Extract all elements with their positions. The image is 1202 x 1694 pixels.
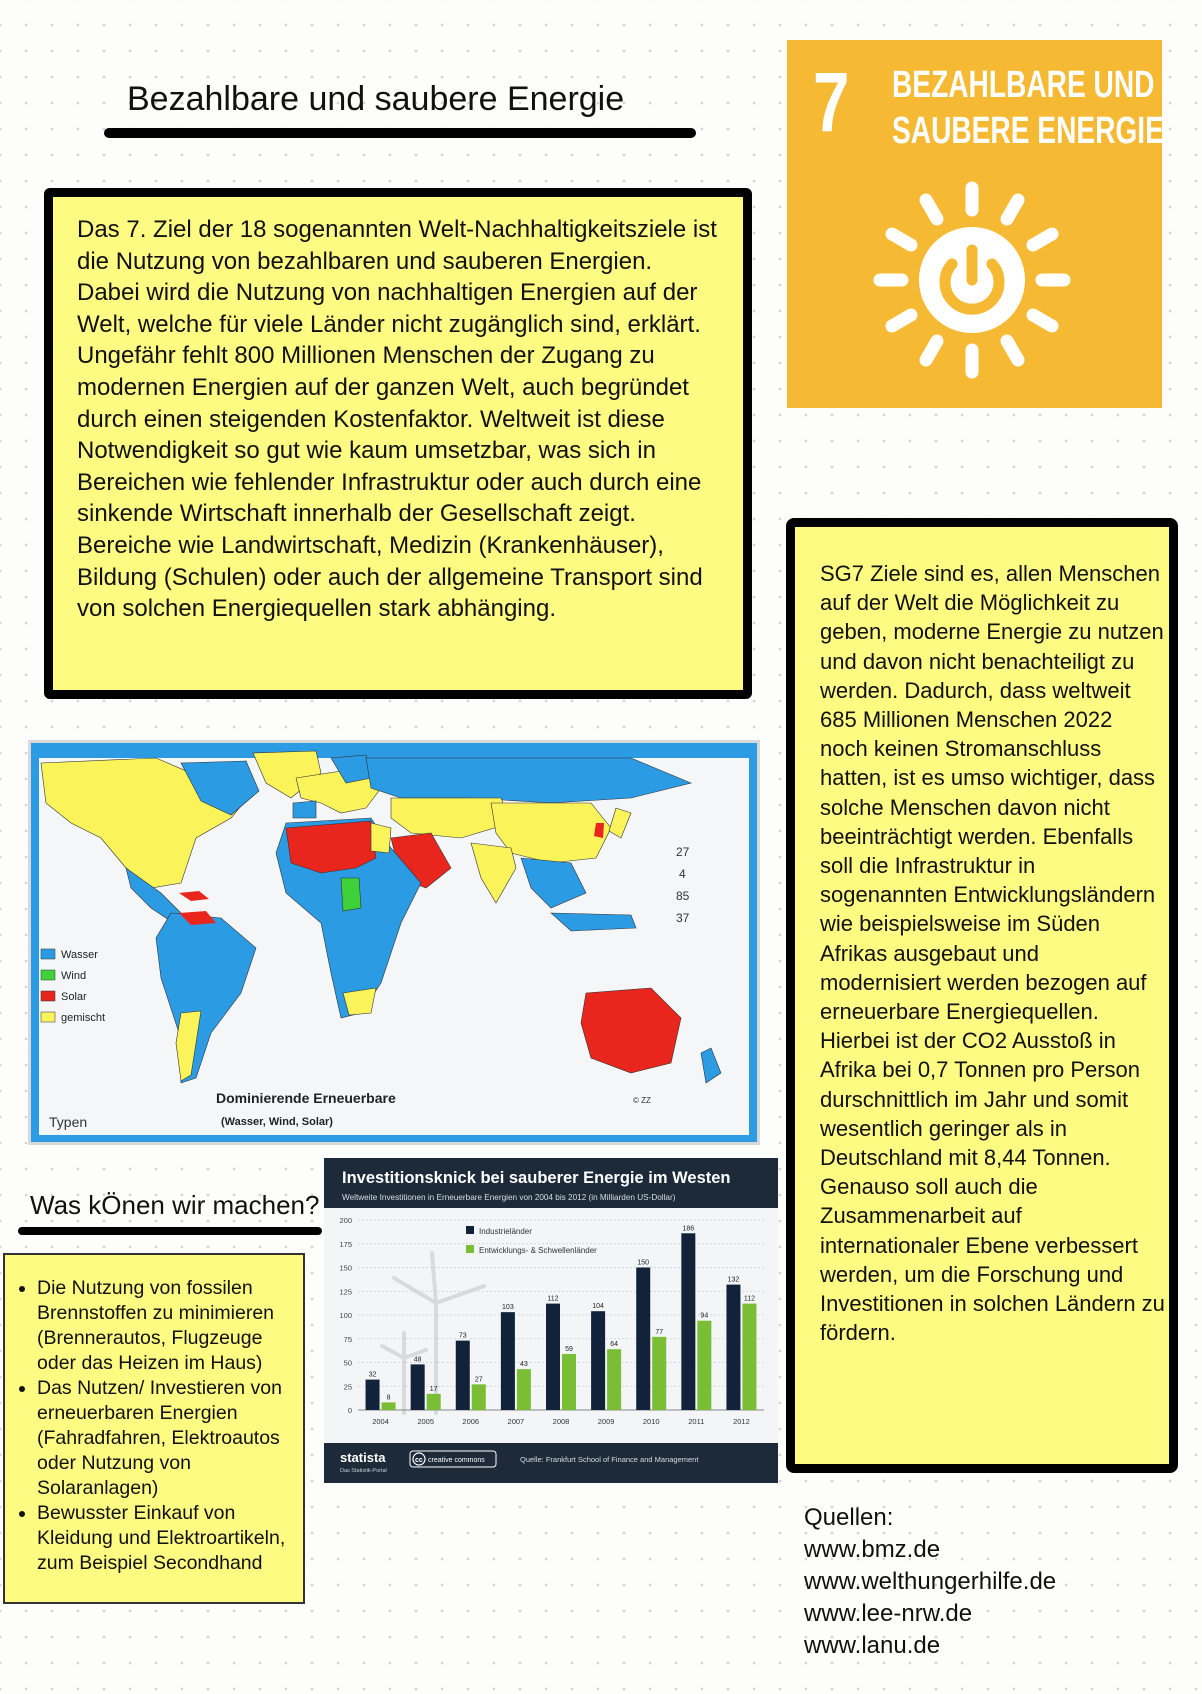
chart-ytick-label: 200 [339, 1216, 352, 1225]
source-link[interactable]: www.welthungerhilfe.de [804, 1568, 1057, 1595]
chart-data-label: 132 [727, 1276, 740, 1284]
sources-label: Quellen: [804, 1504, 894, 1531]
map-south-africa [343, 988, 376, 1015]
chart-source: Quelle: Frankfurt School of Finance and Management [520, 1455, 699, 1464]
chart-data-label: 112 [743, 1295, 756, 1303]
source-link[interactable]: www.lanu.de [804, 1632, 941, 1659]
legend-label-wind: Wind [61, 970, 87, 982]
chart-data-label: 59 [565, 1345, 573, 1353]
chart-data-label: 43 [519, 1361, 528, 1369]
chart-bar [501, 1312, 515, 1410]
chart-data-label: 150 [637, 1259, 650, 1267]
legend-label-wasser: Wasser [61, 949, 98, 961]
goals-textbox [786, 518, 1178, 1473]
sun-power-icon [872, 180, 1072, 380]
chart-xtick-label: 2011 [688, 1417, 705, 1426]
intro-text: Das 7. Ziel der 18 sogenannten Welt-Nachhaltigkeitsziele ist die Nutzung von bezahlbaren und sauberen Energien. Dabei wird die Nutzung von nachhaltigen Energien auf der Welt, welche für viele Länder nicht zugänglich sind, erklärt. Ungefähr fehlt 800 Millionen Menschen der Zugang zu modernen Energien auf der ganzen Welt, auch begründet durch einen steigenden Kostenfaktor. Weltweit ist diese Notwendigkeit so gut wie kaum umsetzbar, was sich in Bereichen wie fehlender Infrastruktur oder auch durch eine sinkende Wirtschaft innerhalb der Gesellschaft zeigt. Bereiche wie Landwirtschaft, Medizin (Krankenhäuser), Bildung (Schulen) oder auch der allgemeine Transport sind von solchen Energiequellen stark abhänging. [77, 216, 717, 623]
map-title: Dominierende Erneuerbare [216, 1090, 396, 1106]
action-item: • Bewusster Einkauf von Kleidung und Elektroartikeln, zum Beispiel Secondhand [37, 1501, 297, 1576]
chart-xtick-label: 2012 [733, 1417, 750, 1426]
chart-xtick-label: 2009 [597, 1417, 615, 1426]
map-count-wind: 4 [679, 867, 686, 881]
chart-xtick-label: 2004 [372, 1417, 389, 1426]
legend-label-solar: Solar [61, 991, 87, 1003]
chart-legend-entwicklung: Entwicklungs- & Schwellenländer [479, 1246, 597, 1255]
chart-bar [546, 1304, 560, 1410]
chart-bar [517, 1369, 531, 1410]
action-item: • Das Nutzen/ Investieren von erneuerbaren Energien (Fahradfahren, Elektroautos oder Nutzung von Solaranlagen) [37, 1376, 297, 1501]
chart-bar [681, 1233, 695, 1410]
chart-bar [652, 1337, 666, 1410]
map-typen-label: Typen [49, 1114, 88, 1130]
title-underline [104, 128, 696, 138]
section-heading-underline [18, 1227, 322, 1235]
chart-legend-swatch-industrie [466, 1226, 474, 1234]
chart-bar [591, 1311, 605, 1410]
chart-bar [472, 1384, 486, 1410]
chart-bar [382, 1402, 396, 1410]
source-link[interactable]: www.bmz.de [804, 1536, 941, 1563]
renewables-world-map [28, 740, 760, 1145]
chart-xtick-label: 2005 [417, 1417, 435, 1426]
legend-swatch-wind [41, 970, 55, 980]
map-iberia [293, 801, 316, 818]
legend-swatch-solar [41, 991, 55, 1001]
chart-data-label: 48 [413, 1356, 422, 1364]
chart-data-label: 94 [700, 1312, 709, 1320]
chart-bar [427, 1394, 441, 1410]
intro-textbox [44, 188, 752, 699]
actions-list-box [3, 1253, 305, 1604]
chart-data-label: 64 [610, 1341, 619, 1349]
chart-bar [726, 1285, 740, 1410]
sdg-7-badge [787, 40, 1162, 408]
goals-paragraph-1: SG7 Ziele sind es, allen Menschen auf der Welt die Möglichkeit zu geben, moderne Energie zu nutzen und davon nicht benachteiligt zu werden. Dadurch, dass weltweit 685 Millionen Menschen 2022 noch keinen Stromanschluss hatten, ist es umso wichtiger, dass solche Menschen davon nicht beeinträchtigt werden. Ebenfalls soll die Infrastruktur in sogenannten Entwicklungsländern wie beispielsweise im Süden Afrikas ausgebaut und modernisiert werden bezogen auf erneuerbare Energiequellen. Hierbei ist der CO2 Ausstoß in Afrika bei 0,7 Tonnen pro Person durschnittlich im Jahr und somit wesentlich geringer als in Deutschland mit 8,44 Tonnen. [820, 561, 1164, 1171]
map-subtitle: (Wasser, Wind, Solar) [221, 1116, 333, 1128]
map-count-gemischt: 37 [676, 911, 690, 925]
chart-bar [697, 1321, 711, 1410]
sdg-title-line1: BEZAHLBARE UND [892, 64, 1155, 106]
chart-ytick-label: 100 [339, 1311, 352, 1320]
map-egypt [371, 823, 391, 853]
statista-brand: statista [340, 1450, 386, 1465]
chart-xtick-label: 2006 [462, 1417, 480, 1426]
chart-legend-industrie: Industrieländer [479, 1227, 532, 1236]
cc-license-text: creative commons [428, 1457, 485, 1464]
statista-tagline: Das Statistik-Portal [340, 1468, 387, 1474]
chart-ytick-label: 75 [343, 1334, 352, 1344]
svg-text:cc: cc [415, 1457, 423, 1464]
world-map-graphic [31, 743, 757, 1142]
chart-bar [742, 1304, 756, 1410]
map-count-solar: 85 [676, 889, 690, 903]
chart-ytick-label: 175 [339, 1239, 352, 1249]
chart-bar [636, 1268, 650, 1411]
chart-bar [411, 1364, 425, 1410]
chart-data-label: 8 [386, 1394, 391, 1402]
chart-data-label: 77 [655, 1328, 664, 1336]
chart-data-label: 186 [682, 1225, 695, 1233]
source-link[interactable]: www.lee-nrw.de [804, 1600, 973, 1627]
chart-ytick-label: 125 [339, 1287, 352, 1297]
legend-label-gemischt: gemischt [61, 1012, 106, 1024]
map-chad-wind [341, 878, 361, 911]
chart-data-label: 17 [429, 1385, 438, 1393]
chart-legend-swatch-entwicklung [466, 1245, 474, 1253]
chart-data-label: 27 [474, 1376, 483, 1384]
sources-block [804, 1502, 1056, 1662]
legend-swatch-wasser [41, 949, 55, 959]
chart-ytick-label: 0 [347, 1406, 352, 1415]
action-item: • Die Nutzung von fossilen Brennstoffen zu minimieren (Brennerautos, Flugzeuge oder das Heizen im Haus) [37, 1276, 297, 1376]
chart-data-label: 103 [502, 1304, 514, 1312]
chart-bar [366, 1380, 380, 1410]
chart-bar [456, 1341, 470, 1410]
section-heading-actions: Was kÖnen wir machen? [30, 1190, 320, 1220]
goals-paragraph-2: Genauso soll auch die Zusammenarbeit auf internationaler Ebene verbessert werden, um die Forschung und Investitionen in solchen Ländern zu fördern. [820, 1174, 1165, 1346]
chart-ytick-label: 50 [343, 1358, 352, 1368]
legend-swatch-gemischt [41, 1012, 55, 1022]
actions-list [13, 1276, 297, 1576]
map-copyright: © ZZ [633, 1096, 651, 1105]
chart-ytick-label: 150 [339, 1263, 352, 1273]
chart-xtick-label: 2007 [507, 1417, 525, 1426]
chart-data-label: 112 [547, 1295, 559, 1303]
investment-bar-chart [324, 1158, 778, 1483]
chart-bar [562, 1354, 576, 1410]
chart-ytick-label: 25 [343, 1382, 352, 1392]
sdg-number: 7 [813, 55, 850, 149]
chart-graphic [324, 1158, 778, 1483]
chart-data-label: 104 [592, 1303, 604, 1311]
sdg-title-line2: SAUBERE ENERGIE [892, 110, 1164, 152]
chart-xtick-label: 2010 [642, 1417, 660, 1426]
map-count-wasser: 27 [676, 845, 690, 859]
chart-xtick-label: 2008 [552, 1417, 570, 1426]
page-title: Bezahlbare und saubere Energie [127, 80, 625, 118]
chart-bar [607, 1349, 621, 1410]
chart-data-label: 32 [368, 1371, 377, 1379]
chart-data-label: 73 [458, 1332, 467, 1340]
chart-subtitle: Weltweite Investitionen in Erneuerbare Energien von 2004 bis 2012 (in Milliarden US-Dollar) [342, 1193, 676, 1202]
chart-title: Investitionsknick bei sauberer Energie im Westen [342, 1169, 731, 1187]
